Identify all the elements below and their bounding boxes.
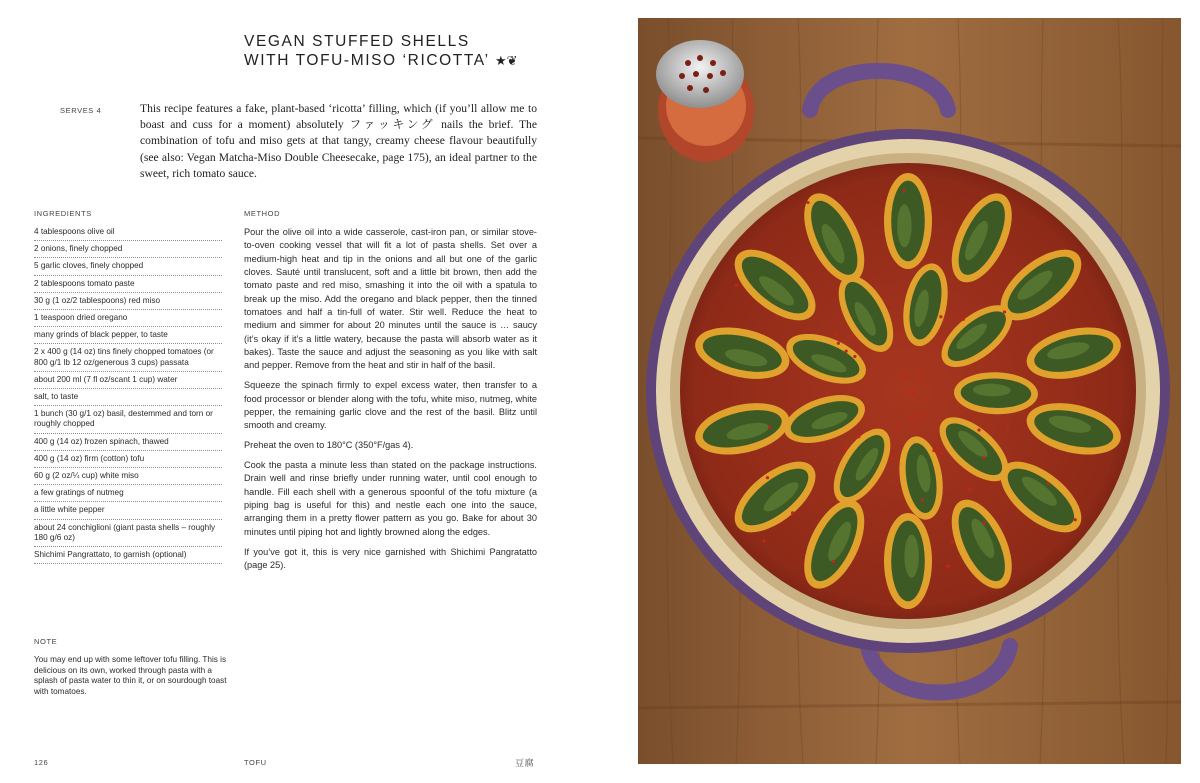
chili-speck (910, 416, 913, 419)
chili-speck (962, 318, 965, 321)
chili-speck (857, 435, 860, 438)
ingredient-item: salt, to taste (34, 389, 222, 406)
serves-label: SERVES 4 (60, 106, 102, 115)
chili-speck (768, 425, 771, 428)
ingredient-item: about 200 ml (7 fl oz/scant 1 cup) water (34, 372, 222, 389)
vegan-marks-icon: ★❦ (494, 53, 518, 68)
chili-speck (845, 447, 848, 450)
chili-speck (897, 425, 900, 428)
method-step: Cook the pasta a minute less than stated on the package instructions. Drain well and rinse briefly under running water, until cool enough to handle. Fill each shell with a generous spoonful of the tofu mixture (a piping bag is useful for this) and nestle each one into the sauce, arranging them in a pretty flower pattern as you go. Bake for about 30 minutes until piping hot and lightly browned along the edges. (244, 460, 537, 537)
chili-speck (766, 476, 769, 479)
method-step: If you’ve got it, this is very nice garnished with Shichimi Pangratatto (page 25). (244, 546, 537, 570)
chili-speck (921, 498, 924, 501)
chili-speck (806, 201, 809, 204)
chili-speck (939, 452, 942, 455)
recipe-title-line-2-text: WITH TOFU-MISO ‘RICOTTA’ (244, 52, 490, 69)
ingredient-item: 2 x 400 g (14 oz) tins finely chopped tomatoes (or 800 g/1 lb 12 oz/generous 3 cups) passata (34, 344, 222, 371)
section-kanji: 豆腐 (515, 758, 535, 768)
chili-speck (890, 457, 893, 460)
method-steps (244, 226, 537, 579)
method-heading: METHOD (244, 209, 281, 218)
chili-speck (920, 377, 923, 380)
recipe-title-line-2 (244, 51, 624, 70)
page-number: 126 (34, 758, 49, 767)
chili-speck (853, 355, 856, 358)
chili-speck (835, 334, 838, 337)
chili-speck (1003, 310, 1006, 313)
chili-speck (939, 315, 942, 318)
ingredient-item: about 24 conchiglioni (giant pasta shells – roughly 180 g/6 oz) (34, 520, 222, 547)
stuffed-shells-photo (638, 18, 1181, 764)
chili-speck (977, 428, 980, 431)
chili-speck (1074, 518, 1077, 521)
ingredient-item: 400 g (14 oz) frozen spinach, thawed (34, 434, 222, 451)
chili-speck (932, 449, 935, 452)
chili-speck (1047, 482, 1050, 485)
ingredient-item: 60 g (2 oz/¼ cup) white miso (34, 468, 222, 485)
ingredients-heading: INGREDIENTS (34, 209, 92, 218)
chili-speck (983, 522, 986, 525)
note-heading: NOTE (34, 637, 58, 646)
ingredient-item: 4 tablespoons olive oil (34, 224, 222, 241)
method-step: Preheat the oven to 180°C (350°F/gas 4). (244, 440, 414, 451)
chili-speck (908, 389, 911, 392)
ingredient-item: Shichimi Pangrattato, to garnish (optional) (34, 547, 222, 564)
chili-speck (1006, 427, 1009, 430)
section-name: TOFU (244, 758, 267, 767)
method-step: Squeeze the spinach firmly to expel excess water, then transfer to a food processor or blender along with the tofu, white miso, nutmeg, white pepper, the remaining garlic clove and the rest of the basil. Blitz until smooth and creamy. (244, 380, 537, 431)
recipe-title (244, 32, 624, 70)
chili-speck (903, 375, 906, 378)
recipe-title-line-1: VEGAN STUFFED SHELLS (244, 33, 470, 50)
ingredient-item: 5 garlic cloves, finely chopped (34, 258, 222, 275)
chili-speck (832, 560, 835, 563)
chili-speck (902, 189, 905, 192)
ingredient-item: a few gratings of nutmeg (34, 485, 222, 502)
ingredient-item: a little white pepper (34, 502, 222, 519)
method-step: Pour the olive oil into a wide casserole, cast-iron pan, or similar stove-to-oven cooking vessel that will fit a lot of pasta shells. Set over a medium-high heat and tip in the onions and all but one of the garlic cloves. Sauté until translucent, soft and a little bit brown, then add the tomato paste and red miso, smashing it into the oil with a spatula to break up the miso. Add the oregano and black pepper, then the tinned tomatoes and half a tin-full of water. Stir well. Reduce the heat to medium and simmer for about 20 minutes until the sauce is … saucy (it’s okay if it’s a little watery, because the pasta will absorb water as it bakes). Taste the sauce and adjust the seasoning as you like with salt and pepper. Remove from the heat and stir in half of the basil. (244, 227, 537, 371)
chili-speck (982, 456, 985, 459)
note-text: You may end up with some leftover tofu filling. This is delicious on its own, worked through pasta with a splash of pasta water to thin it, or on sourdough toast with tomatoes. (34, 655, 227, 696)
ingredient-item: 400 g (14 oz) firm (cotton) tofu (34, 451, 222, 468)
chili-speck (837, 342, 840, 345)
chili-speck (735, 284, 738, 287)
chili-speck (916, 413, 919, 416)
chili-speck (968, 488, 971, 491)
chili-speck (852, 335, 855, 338)
chili-speck (936, 446, 939, 449)
chili-speck (917, 423, 920, 426)
chili-speck (946, 565, 949, 568)
chili-speck (791, 511, 794, 514)
chili-speck (762, 540, 765, 543)
chili-speck (951, 540, 954, 543)
recipe-intro: This recipe features a fake, plant-based ‘ricotta’ filling, which (if you’ll allow me to boast and cuss for a moment) absolutely ファッキング nails the brief. The combination of tofu and miso gets at that tangy, creamy cheese flavour beautifully (see also: Vegan Matcha-Miso Double Cheesecake, page 175), an ideal partner to the sweet, rich tomato sauce. (140, 102, 537, 180)
ingredient-item: many grinds of black pepper, to taste (34, 327, 222, 344)
ingredient-item: 2 onions, finely chopped (34, 241, 222, 258)
ingredient-item: 2 tablespoons tomato paste (34, 276, 222, 293)
ingredient-item: 30 g (1 oz/2 tablespoons) red miso (34, 293, 222, 310)
stuffed-shell (884, 173, 932, 269)
stuffed-shell (884, 513, 932, 609)
ingredient-item: 1 bunch (30 g/1 oz) basil, destemmed and torn or roughly chopped (34, 406, 222, 433)
chili-speck (845, 349, 848, 352)
chili-speck (912, 392, 915, 395)
ingredient-item: 1 teaspoon dried oregano (34, 310, 222, 327)
ingredients-list (34, 224, 222, 564)
